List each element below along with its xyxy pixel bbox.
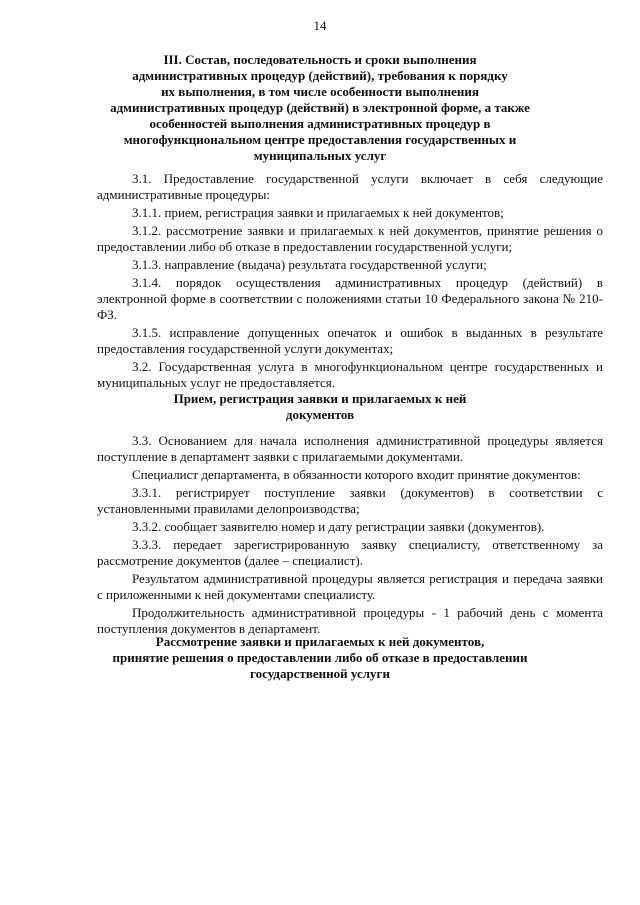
subheading-review bbox=[110, 634, 530, 682]
paragraph-result: Результатом административной процедуры является регистрация и передача заявки с приложенными к ней документами специалисту. bbox=[97, 571, 603, 602]
heading-line: Прием, регистрация заявки и прилагаемых к ней bbox=[173, 391, 467, 406]
paragraph-3-3: 3.3. Основанием для начала исполнения административной процедуры является поступление в департамент заявки с прилагаемыми документами. bbox=[97, 433, 603, 464]
paragraph-duration: Продолжительность административной процедуры - 1 рабочий день с момента поступления документов в департамент. bbox=[97, 605, 603, 636]
heading-line: документов bbox=[285, 407, 355, 422]
page-number: 14 bbox=[313, 18, 327, 33]
paragraph-specialist: Специалист департамента, в обязанности которого входит принятие документов: bbox=[132, 467, 581, 482]
heading-line: их выполнения, в том числе особенности выполнения bbox=[161, 84, 479, 99]
paragraph-3-3-1: 3.3.1. регистрирует поступление заявки (документов) в соответствии с установленными правилами делопроизводства; bbox=[97, 485, 603, 516]
heading-line: Рассмотрение заявки и прилагаемых к ней документов, bbox=[155, 634, 485, 649]
section-procedures-list bbox=[97, 171, 603, 393]
heading-line: административных процедур (действий), требования к порядку bbox=[132, 68, 508, 83]
paragraph-3-3-3: 3.3.3. передает зарегистрированную заявку специалисту, ответственному за рассмотрение документов (далее – специалист). bbox=[97, 537, 603, 568]
heading-line: многофункциональном центре предоставления государственных и bbox=[123, 132, 517, 147]
paragraph-3-1-2: 3.1.2. рассмотрение заявки и прилагаемых к ней документов, принятие решения о предоставлении либо об отказе в предоставлении государственной услуги; bbox=[97, 223, 603, 254]
heading-line: особенностей выполнения административных процедур в bbox=[149, 116, 491, 131]
paragraph-3-2: 3.2. Государственная услуга в многофункциональном центре государственных и муниципальных услуг не предоставляется. bbox=[97, 359, 603, 390]
heading-line: государственной услуги bbox=[250, 666, 390, 681]
paragraph-3-1-3: 3.1.3. направление (выдача) результата государственной услуги; bbox=[132, 257, 487, 272]
heading-line: III. Состав, последовательность и сроки выполнения bbox=[163, 52, 477, 67]
heading-line: административных процедур (действий) в электронной форме, а также bbox=[110, 100, 530, 115]
section-heading-iii bbox=[110, 52, 530, 164]
section-reception bbox=[97, 433, 603, 639]
paragraph-3-1-5: 3.1.5. исправление допущенных опечаток и ошибок в выданных в результате предоставления государственной услуги документах; bbox=[97, 325, 603, 356]
heading-line: принятие решения о предоставлении либо об отказе в предоставлении bbox=[112, 650, 528, 665]
heading-line: муниципальных услуг bbox=[253, 148, 387, 163]
paragraph-3-3-2: 3.3.2. сообщает заявителю номер и дату регистрации заявки (документов). bbox=[132, 519, 545, 534]
paragraph-3-1-4: 3.1.4. порядок осуществления административных процедур (действий) в электронной форме в соответствии с положениями статьи 10 Федерального закона № 210-ФЗ. bbox=[97, 275, 603, 322]
paragraph-3-1-1: 3.1.1. прием, регистрация заявки и прилагаемых к ней документов; bbox=[132, 205, 504, 220]
subheading-reception bbox=[110, 391, 530, 423]
paragraph-3-1: 3.1. Предоставление государственной услуги включает в себя следующие административные процедуры: bbox=[97, 171, 603, 202]
